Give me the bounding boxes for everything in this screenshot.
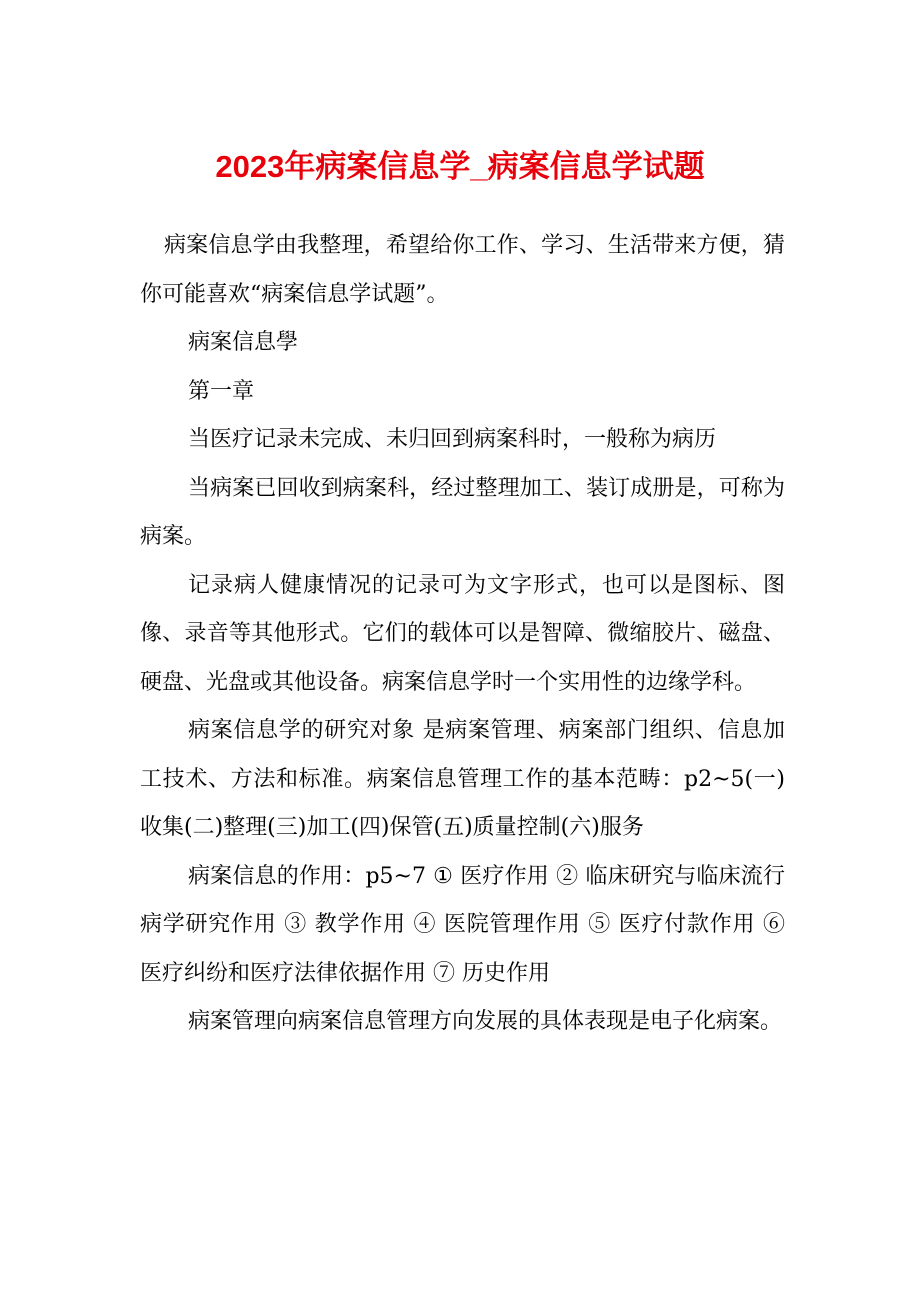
paragraph-research-scope: 病案信息学的研究对象 是病案管理、病案部门组织、信息加工技术、方法和标准。病案信息管理工作的基本范畴：p2~5(一)收集(二)整理(三)加工(四)保管(五)质量控制(六)服务 [140, 718, 785, 840]
document-body [140, 222, 785, 1047]
paragraph-functions: 病案信息的作用：p5~7 ① 医疗作用 ② 临床研究与临床流行病学研究作用 ③ 教学作用 ④ 医院管理作用 ⑤ 医疗付款作用 ⑥ 医疗纠纷和医疗法律依据作用 ⑦ 历史作用 [140, 863, 785, 986]
paragraph-development: 病案管理向病案信息管理方向发展的具体表现是电子化病案。 [188, 1009, 783, 1034]
paragraph-case-record: 当病案已回收到病案科，经过整理加工、装订成册是，可称为病案。 [140, 475, 785, 549]
chapter-heading: 第一章 [188, 378, 255, 404]
intro-paragraph: 病案信息学由我整理，希望给你工作、学习、生活带来方便，猜你可能喜欢“病案信息学试题”。 [140, 233, 785, 307]
document-title: 2023年病案信息学_病案信息学试题 [215, 149, 705, 184]
paragraph-record-forms: 记录病人健康情况的记录可为文字形式，也可以是图标、图像、录音等其他形式。它们的载体可以是智障、微缩胶片、磁盘、硬盘、光盘或其他设备。病案信息学时一个实用性的边缘学科。 [140, 572, 785, 695]
section-heading: 病案信息學 [188, 330, 299, 355]
paragraph-medical-record: 当医疗记录未完成、未归回到病案科时，一般称为病历 [188, 427, 717, 452]
